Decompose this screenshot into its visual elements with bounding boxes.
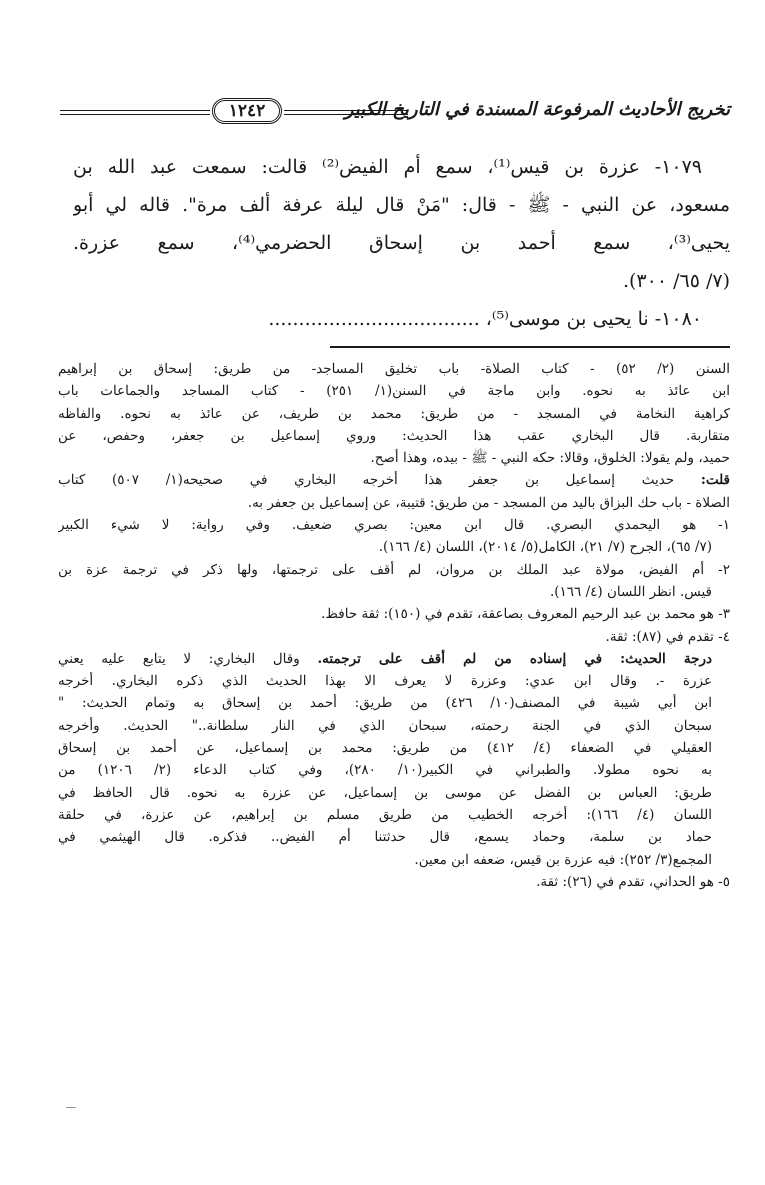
daraja-line-3: ابن أبي شيبة في المصنف(١٠/ ٤٢٦) من طريق: أحمد بن إسحاق به وتمام الحديث: " (58, 695, 712, 712)
footnote-separator (330, 346, 730, 348)
page-header (60, 96, 730, 130)
note-intro-line-5: حميد، ولم يقولا: الخلوق، وقالا: حكه النبي - ﷺ - بيده، وهذا أصح. (370, 450, 730, 467)
margin-mark (66, 1107, 76, 1108)
daraja-line-5: العقيلي في الضعفاء (٤/ ٤١٢) من طريق: محمد بن إسماعيل، عن أحمد بن إسحاق (58, 740, 712, 757)
qult-line-2: الصلاة - باب حك البزاق باليد من المسجد - من طريق: قتيبة، عن إسماعيل بن جعفر به. (247, 494, 730, 511)
footnote-2-line-2: قيس. انظر اللسان (٤/ ١٦٦). (549, 583, 712, 600)
main-line-3: يحيى⁽³⁾، سمع أحمد بن إسحاق الحضرمي⁽⁴⁾، سمع عزرة. (73, 232, 730, 254)
daraja-line-6: به نحوه مطولا. والطبراني في الكبير(١٠/ ٢٨٠)، وفي كتاب الدعاء (٢/ ١٢٠٦) من (58, 762, 712, 779)
qult-label: قلت: (700, 472, 730, 489)
footnote-3: ٣- هو محمد بن عبد الرحيم المعروف بصاعقة، تقدم في (١٥٠): ثقة حافظ. (321, 606, 730, 623)
main-line-4: (٧/ ٦٥/ ٣٠٠). (622, 270, 730, 292)
footnote-5: ٥- هو الحداني، تقدم في (٢٦): ثقة. (536, 873, 730, 890)
running-title: تخريج الأحاديث المرفوعة المسندة في التاريخ الكبير (344, 99, 730, 120)
daraja-line-9: حماد بن سلمة، وحماد يسمع، قال حدثتنا أم الفيض.. فذكره. قال الهيثمي في (58, 829, 712, 846)
main-line-2: مسعود، عن النبي - ﷺ - قال: "مَنْ قال ليلة عرفة ألف مرة". قاله لي أبو (73, 194, 730, 216)
qult-text-1: حديث إسماعيل بن جعفر هذا أخرجه البخاري في صحيحه(١/ ٥٠٧) كتاب (58, 472, 675, 489)
daraja-line-4: سبحان الذي في الجنة رحمته، سبحان الذي في النار سلطانة.." الحديث. وأخرجه (58, 717, 712, 734)
main-line-5 (73, 300, 730, 338)
footnote-1-line-2: (٧/ ٦٥)، الجرح (٧/ ٢١)، الكامل(٥/ ٢٠١٤)، اللسان (٤/ ١٦٦). (378, 539, 712, 556)
daraja-line-2: عزرة -. وقال ابن عدي: وعزرة لا يعرف الا بهذا الحديث الذي ذكره البخاري. أخرجه (58, 673, 712, 690)
daraja-line-7: طريق: العباس بن الفضل عن موسى بن إسماعيل، عن عزرة به نحوه. قال الحافظ في (58, 784, 712, 801)
header-rule-left-bottom (60, 114, 210, 115)
daraja-line-10: المجمع(٣/ ٢٥٢): فيه عزرة بن قيس، ضعفه ابن معين. (414, 851, 712, 868)
note-intro-line-3: كراهية النخامة في المسجد - من طريق: محمد بن طريف، عن عائذ به نحوه. والفاظه (58, 405, 730, 422)
hadith-1080-start: ١٠٨٠- نا يحيى بن موسى⁽⁵⁾، (485, 308, 702, 330)
note-intro-line-2: ابن عائذ به نحوه. وابن ماجة في السنن(١/ ٢٥١) - كتاب المساجد والجماعات باب (58, 383, 730, 400)
note-intro-line-4: متقاربة. قال البخاري عقب هذا الحديث: وروي إسماعيل بن جعفر، وحفص، عن (58, 427, 730, 444)
footnotes (58, 358, 730, 893)
page-number: ١٢٤٢ (228, 101, 266, 121)
page-number-badge (212, 98, 282, 124)
daraja-line-1 (58, 648, 730, 670)
footnote-4: ٤- تقدم في (٨٧): ثقة. (605, 628, 730, 645)
qult-line-1 (58, 469, 730, 491)
main-text (73, 148, 730, 338)
daraja-text-1: وقال البخاري: لا يتابع عليه يعني (58, 650, 300, 667)
daraja-line-8: اللسان (٤/ ١٦٦): أخرجه الخطيب من طريق مسلم بن إبراهيم، عن عزرة، في حلقة (58, 806, 712, 823)
ellipsis: ................................... (268, 308, 480, 330)
footnote-2-line-1: ٢- أم الفيض، مولاة عبد الملك بن مروان، لم أقف على ترجمتها، ولها ذكر في ترجمة عزة بن (58, 561, 730, 578)
header-rule-left-top (60, 110, 210, 111)
daraja-label: درجة الحديث: في إسناده من لم أقف على ترجمته. (317, 650, 712, 667)
footnote-1-line-1: ١- هو اليحمدي البصري. قال ابن معين: بصري ضعيف. وفي رواية: لا شيء الكبير (58, 517, 730, 534)
note-intro-line-1: السنن (٢/ ٥٢) - كتاب الصلاة- باب تخليق المساجد- من طريق: إسحاق بن إبراهيم (58, 361, 730, 377)
main-line-1: ١٠٧٩- عزرة بن قيس⁽¹⁾، سمع أم الفيض⁽²⁾ قالت: سمعت عبد الله بن (73, 156, 702, 178)
